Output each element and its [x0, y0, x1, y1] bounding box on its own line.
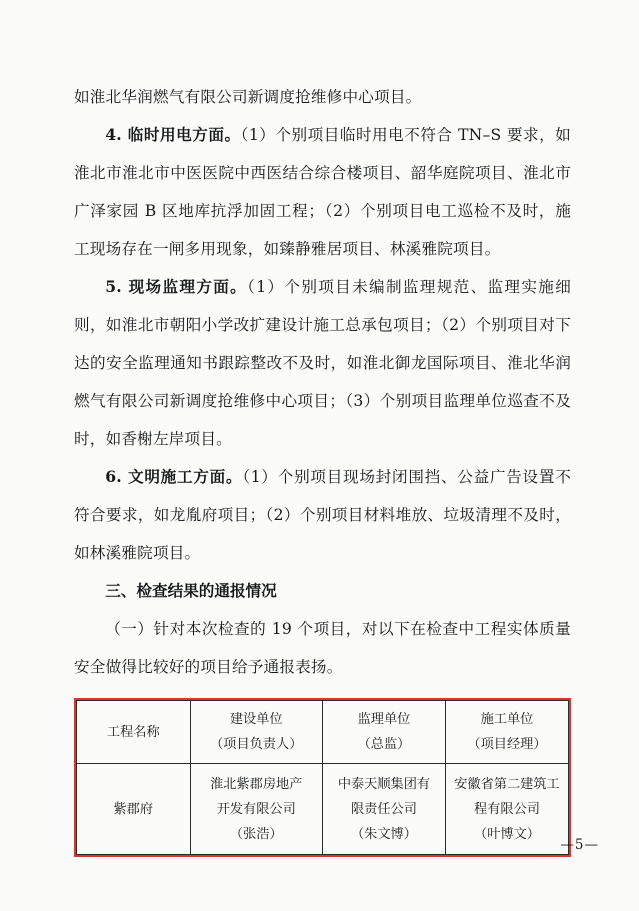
cell-line: 施工单位 — [480, 712, 534, 727]
table-header-construction-unit — [190, 701, 322, 764]
cell-line: 建设单位 — [229, 712, 283, 727]
cell-line: （总监） — [357, 737, 411, 752]
paragraph-intro — [74, 78, 571, 116]
page-number: —5— — [560, 837, 599, 853]
section-title: 三、检查结果的通报情况 — [105, 581, 277, 600]
paragraph-heading: 4. 临时用电方面。 — [105, 125, 241, 144]
commendation-table — [76, 700, 569, 855]
table-header-project-name — [77, 701, 191, 764]
cell-line: （张浩） — [229, 826, 283, 842]
table-cell-supervision-unit — [322, 764, 445, 855]
cell-line: 中泰天顺集团有 — [337, 776, 431, 792]
table-row — [77, 764, 569, 855]
page-content — [74, 78, 571, 857]
cell-line: （项目负责人） — [210, 737, 303, 752]
table-header-contractor-unit — [445, 701, 568, 764]
paragraph-heading: 5. 现场监理方面。 — [105, 277, 248, 296]
cell-line: 工程名称 — [106, 724, 160, 740]
cell-line: 限责任公司 — [351, 801, 417, 817]
cell-line: （项目经理） — [467, 737, 547, 752]
cell-line: 安徽省第二建筑工 — [454, 776, 560, 792]
section-paragraph: （一）针对本次检查的 19 个项目，对以下在检查中工程实体质量安全做得比较好的项目给予通报表扬。 — [74, 620, 571, 676]
paragraph-item-5 — [74, 268, 571, 458]
commendation-table-wrapper — [74, 698, 571, 857]
paragraph-text: （1）个别项目未编制监理规范、监理实施细则，如淮北市朝阳小学改扩建设计施工总承包项目；（2）个别项目对下达的安全监理通知书跟踪整改不及时，如淮北御龙国际项目、淮北华润燃气有限公司新调度抢维修中心项目；（3）个别项目监理单位巡查不及时，如香榭左岸项目。 — [74, 278, 571, 448]
cell-line: （叶博文） — [474, 826, 540, 842]
cell-line: （朱文博） — [351, 826, 417, 842]
cell-line: 淮北紫郡房地产 — [210, 776, 303, 792]
table-cell-contractor-unit — [445, 764, 568, 855]
cell-line: 紫郡府 — [113, 801, 154, 817]
table-header-supervision-unit — [322, 701, 445, 764]
cell-line: 程有限公司 — [474, 801, 540, 817]
cell-line: 监理单位 — [357, 712, 411, 727]
paragraph-heading: 6. 文明施工方面。 — [105, 467, 243, 486]
paragraph-item-6 — [74, 458, 571, 572]
table-cell-project-name — [77, 764, 191, 855]
paragraph-text: （1）个别项目临时用电不符合 TN–S 要求，如淮北市淮北市中医医院中西医结合综合楼项目、韶华庭院项目、淮北市广泽家园 B 区地库抗浮加固工程；（2）个别项目电工巡检不及时，施工现场存在一闸多用现象，如臻静雅居项目、林溪雅院项目。 — [74, 126, 571, 258]
table-header-row — [77, 701, 569, 764]
paragraph-text: （1）个别项目现场封闭围挡、公益广告设置不符合要求，如龙胤府项目；（2）个别项目材料堆放、垃圾清理不及时，如林溪雅院项目。 — [74, 468, 571, 562]
paragraph-text: 如淮北华润燃气有限公司新调度抢维修中心项目。 — [74, 88, 422, 106]
table-cell-construction-unit — [190, 764, 322, 855]
cell-line: 开发有限公司 — [216, 801, 296, 817]
paragraph-item-4 — [74, 116, 571, 268]
